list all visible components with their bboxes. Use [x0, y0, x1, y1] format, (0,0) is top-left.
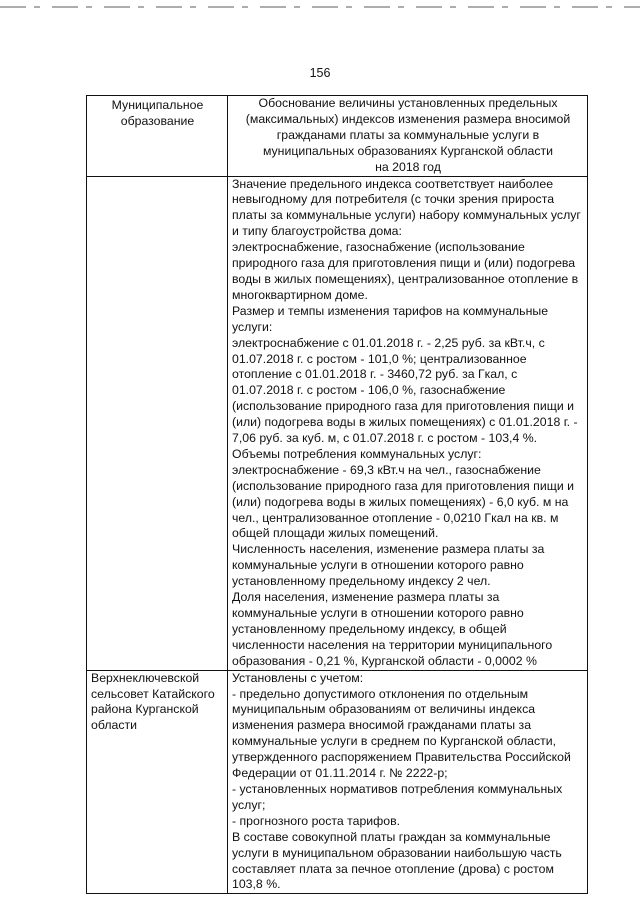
- text-line: Доля населения, изменение размера платы за: [232, 590, 500, 605]
- text-line: электроснабжение - 69,3 кВт.ч на чел., газоснабжение: [232, 462, 541, 477]
- text-line: Размер и темпы изменения тарифов на коммунальные: [232, 303, 549, 318]
- text-line: муниципальным образованиям от величины индекса: [232, 702, 536, 717]
- header-municipality: [87, 96, 228, 177]
- text-line: составляет плата за печное отопление (дрова) с ростом: [232, 861, 554, 876]
- municipality-line: Верхнеключевской: [91, 670, 200, 685]
- text-line: (использование природного газа для приготовления пищи и: [232, 478, 574, 493]
- text-line: - установленных нормативов потребления коммунальных: [232, 781, 563, 796]
- text-line: Численность населения, изменение размера платы за: [232, 542, 545, 557]
- municipality-cell-empty: [87, 176, 228, 670]
- table-row: [87, 670, 588, 894]
- text-line: 103,8 %.: [232, 877, 281, 892]
- text-line: Федерации от 01.11.2014 г. № 2222-р;: [232, 766, 448, 781]
- text-line: 01.07.2018 г. с ростом - 106,0 %, газоснабжение: [232, 383, 506, 398]
- text-line: (или) подогрева воды в жилых помещениях) с 01.01.2018 г. -: [232, 415, 578, 430]
- header-line: (максимальных) индексов изменения размера вносимой: [245, 111, 571, 126]
- text-line: электроснабжение с 01.01.2018 г. - 2,25 руб. за кВт.ч, с: [232, 335, 545, 350]
- header-line: на 2018 год: [375, 159, 441, 174]
- text-line: услуги в муниципальном образовании наибольшую часть: [232, 845, 562, 860]
- header-line: Муниципальное: [111, 98, 204, 112]
- text-line: Значение предельного индекса соответствует наиболее: [232, 176, 554, 191]
- table-header-row: [87, 96, 588, 177]
- text-line: (использование природного газа для приготовления пищи и: [232, 399, 574, 414]
- text-line: изменения размера вносимой гражданами платы за: [232, 718, 532, 733]
- header-line: образование: [120, 113, 195, 128]
- text-line: образования - 0,21 %, Курганской области - 0,0002 %: [232, 653, 537, 668]
- text-line: коммунальные услуги в отношении которого равно: [232, 558, 524, 573]
- text-line: коммунальные услуги в среднем по Курганской области,: [232, 734, 557, 749]
- municipality-line: области: [91, 718, 137, 733]
- justification-cell: [228, 670, 588, 894]
- text-line: услуги:: [232, 319, 273, 334]
- text-line: численности населения на территории муниципального: [232, 637, 553, 652]
- scan-edge-marks: [0, 6, 640, 8]
- text-line: платы за коммунальные услуги) набору коммунальных услуг: [232, 208, 581, 223]
- text-line: многоквартирном доме.: [232, 287, 368, 302]
- text-line: утвержденного распоряжением Правительства Российской: [232, 750, 571, 765]
- header-line: муниципальных образованиях Курганской области: [262, 143, 554, 158]
- tariff-justification-table: [86, 95, 588, 894]
- municipality-cell: [87, 670, 228, 894]
- text-line: Объемы потребления коммунальных услуг:: [232, 446, 482, 461]
- text-line: установленному предельному индексу, в общей: [232, 621, 507, 636]
- text-line: (или) подогрева воды в жилых помещениях) - 6,0 куб. м на: [232, 494, 569, 509]
- page-number: 156: [309, 66, 331, 80]
- header-justification: [228, 96, 588, 177]
- text-line: и типу благоустройства дома:: [232, 224, 402, 239]
- text-line: воды в жилых помещениях), централизованное отопление в: [232, 271, 579, 286]
- text-line: 7,06 руб. за куб. м, с 01.07.2018 г. с ростом - 103,4 %.: [232, 431, 538, 446]
- text-line: общей площади жилых помещений.: [232, 526, 439, 541]
- table-row: [87, 176, 588, 670]
- text-line: электроснабжение, газоснабжение (использование: [232, 240, 525, 255]
- text-line: услуг;: [232, 797, 266, 812]
- text-line: В составе совокупной платы граждан за коммунальные: [232, 829, 551, 844]
- header-line: гражданами платы за коммунальные услуги в: [276, 127, 540, 142]
- text-line: невыгодному для потребителя (с точки зрения прироста: [232, 192, 555, 207]
- text-line: природного газа для приготовления пищи и (или) подогрева: [232, 256, 576, 271]
- text-line: установленному предельному индексу 2 чел.: [232, 574, 491, 589]
- text-line: - предельно допустимого отклонения по отдельным: [232, 686, 529, 701]
- text-line: отопление с 01.01.2018 г. - 3460,72 руб. за Гкал, с: [232, 367, 518, 382]
- text-line: коммунальные услуги в отношении которого равно: [232, 606, 524, 620]
- municipality-line: района Курганской: [91, 702, 199, 717]
- municipality-line: сельсовет Катайского: [91, 686, 215, 701]
- text-line: чел., централизованное отопление - 0,0210 Гкал на кв. м: [232, 510, 559, 525]
- text-line: - прогнозного роста тарифов.: [232, 813, 401, 828]
- justification-cell: [228, 176, 588, 670]
- header-line: Обоснование величины установленных предельных: [258, 96, 558, 110]
- text-line: Установлены с учетом:: [232, 670, 364, 685]
- text-line: 01.07.2018 г. с ростом - 101,0 %; централизованное: [232, 351, 527, 366]
